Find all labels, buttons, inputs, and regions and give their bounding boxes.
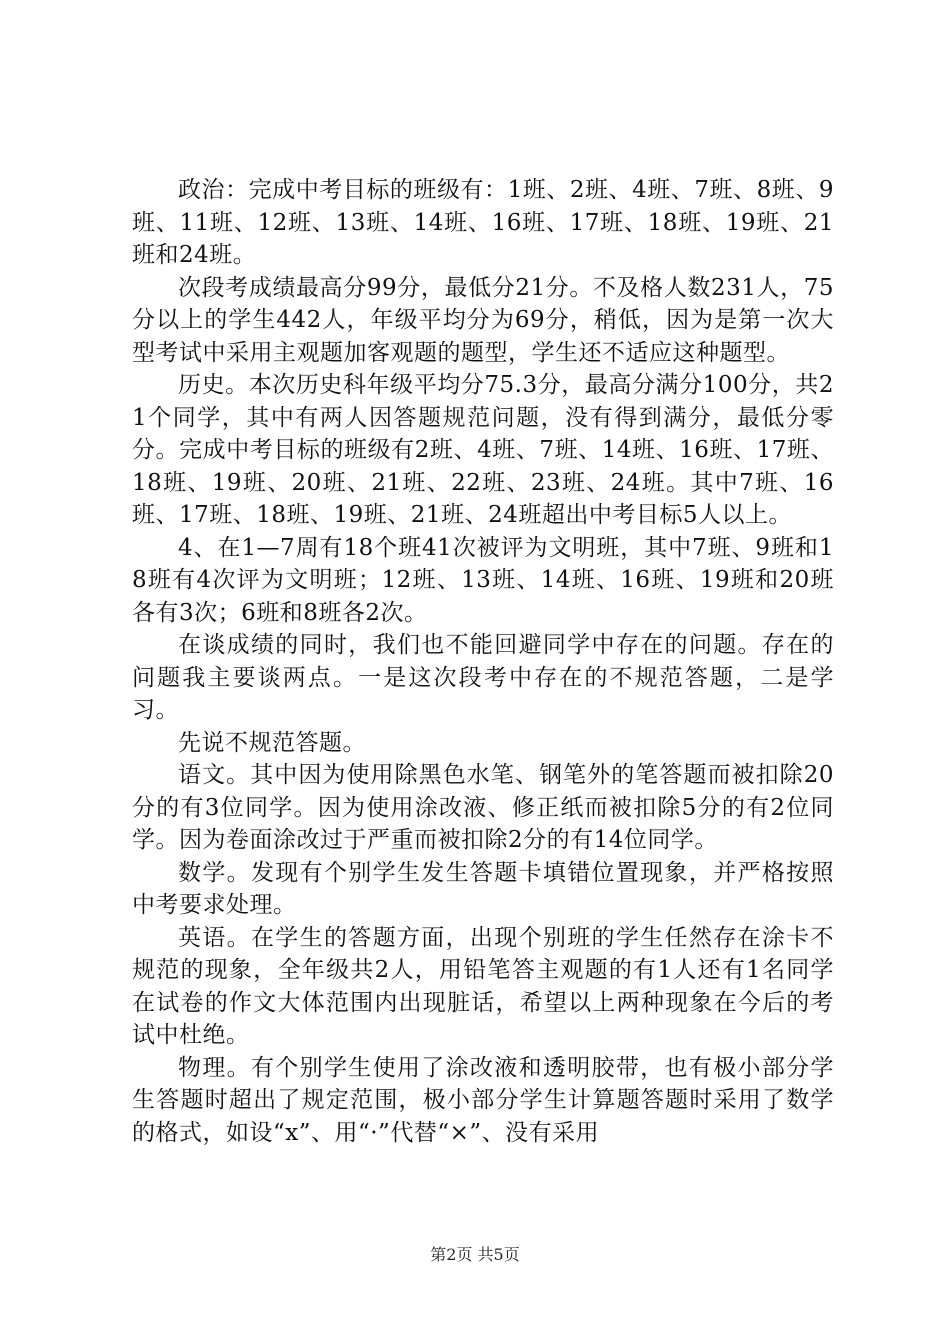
paragraph-politics: 政治：完成中考目标的班级有：1班、2班、4班、7班、8班、9班、11班、12班、13班、14班、16班、17班、18班、19班、21班和24班。 [132, 177, 834, 268]
paragraph-problems-intro: 在谈成绩的同时，我们也不能回避同学中存在的问题。存在的问题我主要谈两点。一是这次段考中存在的不规范答题，二是学习。 [132, 632, 834, 723]
paragraph-civilized-class: 4、在1—7周有18个班41次被评为文明班，其中7班、9班和18班有4次评为文明班；12班、13班、14班、16班、19班和20班各有3次；6班和8班各2次。 [132, 534, 834, 626]
paragraph-english: 英语。在学生的答题方面，出现个别班的学生任然存在涂卡不规范的现象，全年级共2人，用铅笔答主观题的有1人还有1名同学在试卷的作文大体范围内出现脏话，希望以上两种现象在今后的考试中杜绝。 [132, 924, 834, 1048]
paragraph-chinese: 语文。其中因为使用除黑色水笔、钢笔外的笔答题而被扣除20分的有3位同学。因为使用涂改液、修正纸而被扣除5分的有2位同学。因为卷面涂改过于严重而被扣除2分的有14位同学。 [132, 762, 834, 853]
paragraph-nonstandard-intro: 先说不规范答题。 [178, 729, 366, 756]
page-footer: 第2页 共5页 [430, 1245, 520, 1264]
body-text [132, 174, 834, 1149]
paragraph-math: 数学。发现有个别学生发生答题卡填错位置现象，并严格按照中考要求处理。 [132, 859, 834, 918]
paragraph-physics: 物理。有个别学生使用了涂改液和透明胶带，也有极小部分学生答题时超出了规定范围，极小部分学生计算题答题时采用了数学的格式，如设“x”、用“·”代替“×”、没有采用 [132, 1054, 834, 1146]
paragraph-politics-scores: 次段考成绩最高分99分，最低分21分。不及格人数231人，75分以上的学生442人，年级平均分为69分，稍低，因为是第一次大型考试中采用主观题加客观题的题型，学生还不适应这种题型。 [132, 274, 834, 366]
paragraph-history: 历史。本次历史科年级平均分75.3分，最高分满分100分，共21个同学，其中有两人因答题规范问题，没有得到满分，最低分零分。完成中考目标的班级有2班、4班、7班、14班、16班、17班、18班、19班、20班、21班、22班、23班、24班。其中7班、16班、17班、18班、19班、21班、24班超出中考目标5人以上。 [132, 372, 834, 528]
